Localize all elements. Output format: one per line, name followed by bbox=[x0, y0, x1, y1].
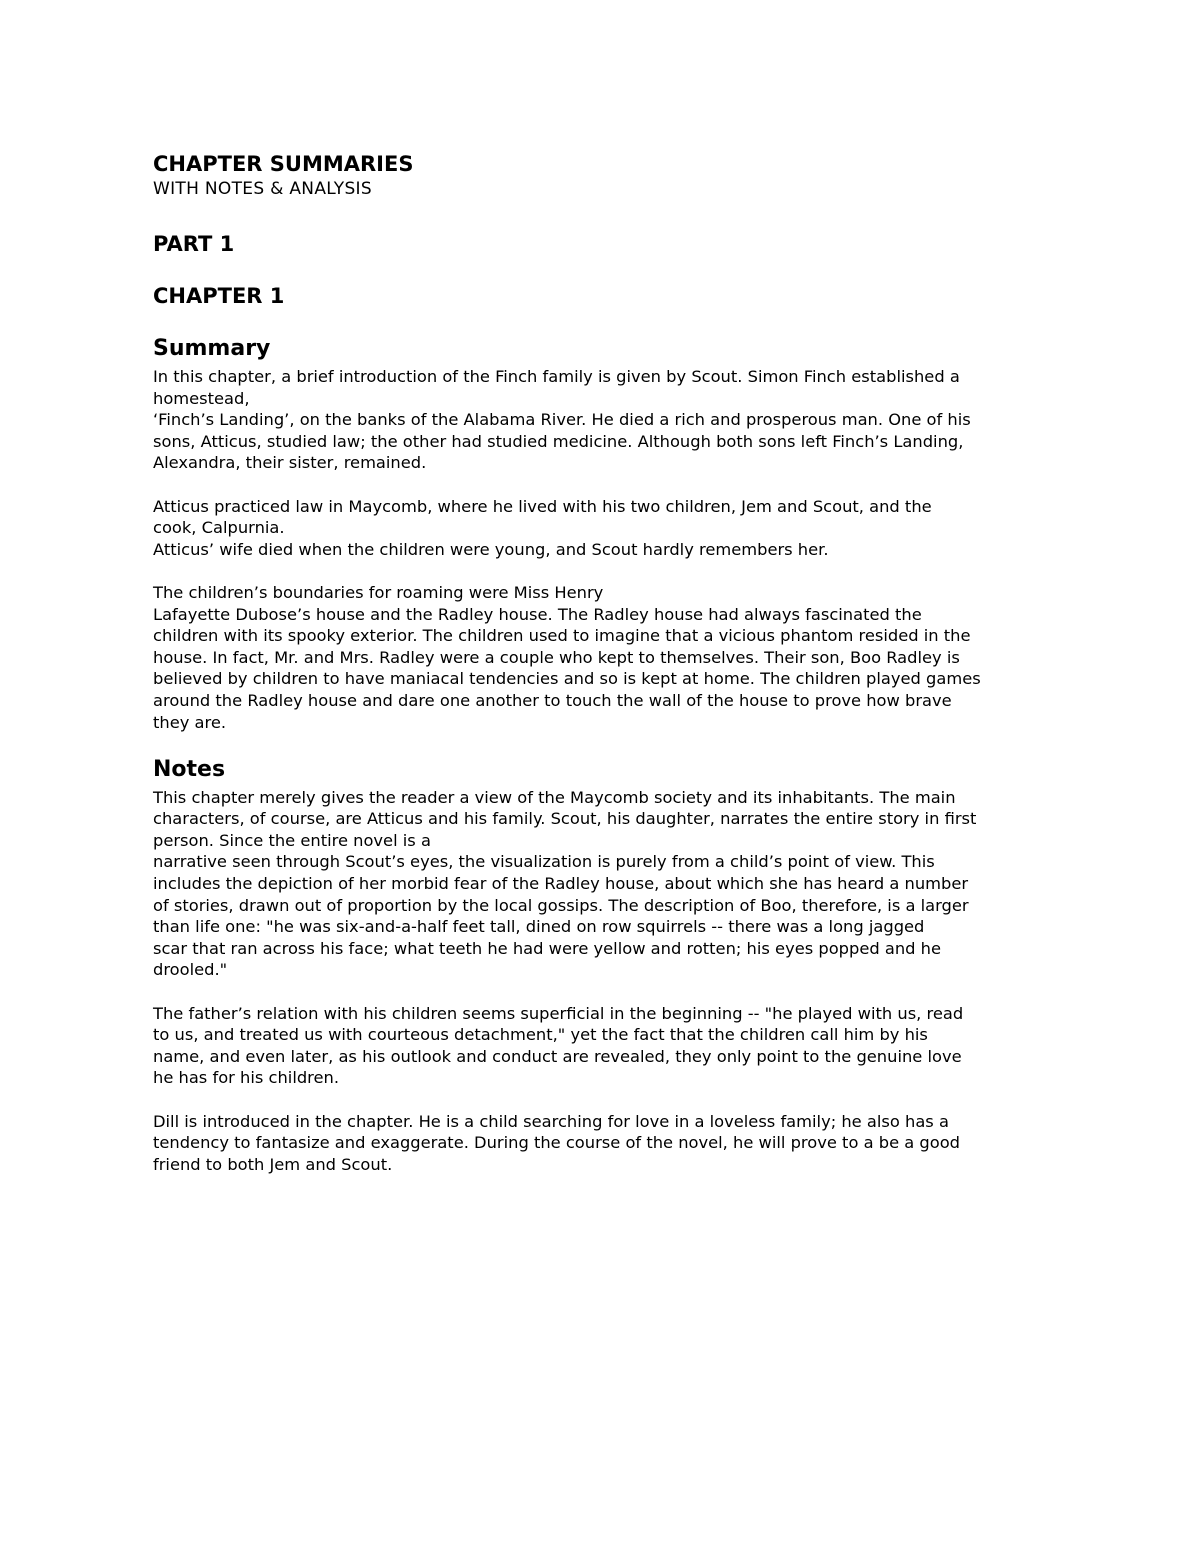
notes-heading: Notes bbox=[153, 756, 226, 782]
text-line: friend to both Jem and Scout. bbox=[153, 1154, 393, 1174]
text-line: includes the depiction of her morbid fear of the Radley house, about which she has heard a number bbox=[153, 874, 969, 894]
text-line: ‘Finch’s Landing’, on the banks of the Alabama River. He died a rich and prosperous man. One of his bbox=[153, 410, 971, 430]
summary-heading: Summary bbox=[153, 336, 271, 361]
text-line: than life one: "he was six-and-a-half feet tall, dined on row squirrels -- there was a long jagged bbox=[153, 917, 925, 937]
text-line: he has for his children. bbox=[153, 1068, 340, 1088]
document-title: CHAPTER SUMMARIES bbox=[153, 152, 414, 176]
text-line: name, and even later, as his outlook and conduct are revealed, they only point to the genuine love bbox=[153, 1046, 962, 1066]
text-line: This chapter merely gives the reader a view of the Maycomb society and its inhabitants. The main bbox=[153, 787, 956, 807]
chapter-heading: CHAPTER 1 bbox=[153, 284, 285, 308]
text-line: Atticus practiced law in Maycomb, where he lived with his two children, Jem and Scout, and the bbox=[153, 496, 932, 516]
text-line: In this chapter, a brief introduction of the Finch family is given by Scout. Simon Finch established a bbox=[153, 367, 960, 386]
notes-paragraph bbox=[153, 1111, 1068, 1176]
text-line: to us, and treated us with courteous detachment," yet the fact that the children call him by his bbox=[153, 1025, 928, 1045]
text-line: Alexandra, their sister, remained. bbox=[153, 453, 427, 473]
text-line: characters, of course, are Atticus and his family. Scout, his daughter, narrates the entire story in first bbox=[153, 809, 977, 829]
text-line: Atticus’ wife died when the children were young, and Scout hardly remembers her. bbox=[153, 539, 829, 559]
part-heading: PART 1 bbox=[153, 232, 235, 256]
text-line: narrative seen through Scout’s eyes, the visualization is purely from a child’s point of view. This bbox=[153, 852, 935, 872]
text-line: cook, Calpurnia. bbox=[153, 518, 285, 538]
text-line: children with its spooky exterior. The children used to imagine that a vicious phantom resided in the bbox=[153, 626, 971, 646]
notes-paragraph bbox=[153, 1003, 1068, 1089]
text-line: person. Since the entire novel is a bbox=[153, 830, 431, 850]
text-line: The father’s relation with his children seems superficial in the beginning -- "he played with us, read bbox=[153, 1003, 964, 1023]
document-page bbox=[153, 150, 1068, 1197]
summary-paragraph bbox=[153, 582, 1068, 733]
text-line: tendency to fantasize and exaggerate. During the course of the novel, he will prove to a be a good bbox=[153, 1133, 961, 1153]
text-line: they are. bbox=[153, 712, 227, 732]
text-line: Lafayette Dubose’s house and the Radley house. The Radley house had always fascinated the bbox=[153, 604, 922, 624]
text-line: Dill is introduced in the chapter. He is a child searching for love in a loveless family; he also has a bbox=[153, 1111, 949, 1131]
summary-body bbox=[153, 366, 1068, 733]
text-line: around the Radley house and dare one another to touch the wall of the house to prove how brave bbox=[153, 690, 952, 710]
text-line: drooled." bbox=[153, 960, 228, 980]
text-line: house. In fact, Mr. and Mrs. Radley were a couple who kept to themselves. Their son, Boo Radley is bbox=[153, 647, 960, 667]
text-line: sons, Atticus, studied law; the other had studied medicine. Although both sons left Finch’s Landing, bbox=[153, 431, 964, 451]
notes-body bbox=[153, 787, 1068, 1176]
text-line: scar that ran across his face; what teeth he had were yellow and rotten; his eyes popped and he bbox=[153, 938, 942, 958]
text-line: of stories, drawn out of proportion by the local gossips. The description of Boo, therefore, is a larger bbox=[153, 895, 969, 915]
text-line: homestead, bbox=[153, 388, 250, 408]
summary-paragraph bbox=[153, 496, 1068, 561]
summary-paragraph bbox=[153, 366, 1068, 474]
notes-paragraph bbox=[153, 787, 1068, 981]
text-line: believed by children to have maniacal tendencies and so is kept at home. The children played games bbox=[153, 669, 981, 689]
document-subtitle: WITH NOTES & ANALYSIS bbox=[153, 179, 372, 199]
text-line: The children’s boundaries for roaming were Miss Henry bbox=[153, 582, 604, 602]
